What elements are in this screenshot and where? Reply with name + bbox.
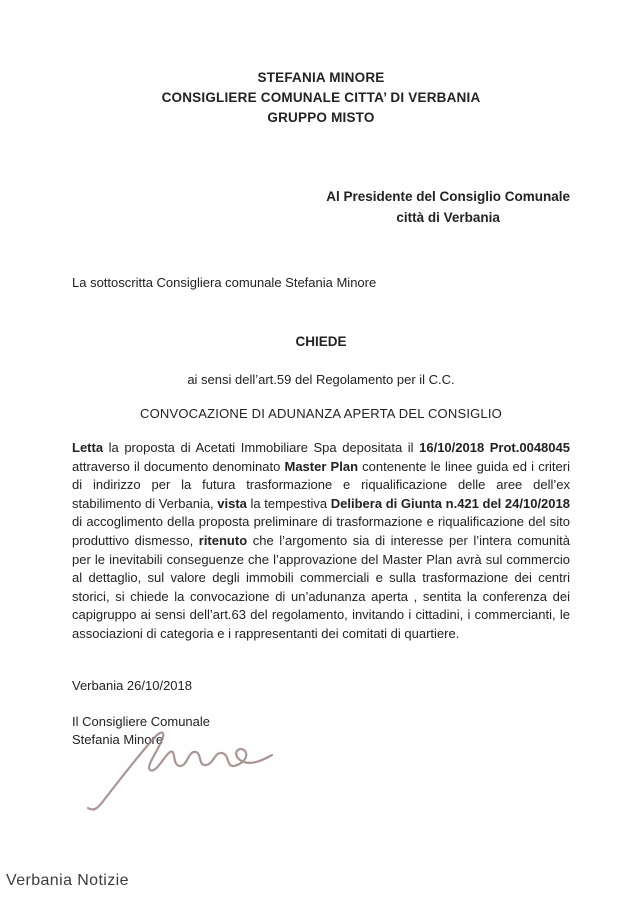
recipient-line-1: Al Presidente del Consiglio Comunale: [326, 189, 570, 204]
recipient-block: [326, 186, 570, 228]
letterhead: [72, 68, 570, 128]
letterhead-group: GRUPPO MISTO: [267, 110, 375, 125]
request-subject: CONVOCAZIONE DI ADUNANZA APERTA DEL CONSIGLIO: [139, 406, 502, 421]
letterhead-name: STEFANIA MINORE: [257, 70, 385, 85]
request-reference: ai sensi dell’art.59 del Regolamento per il C.C.: [187, 372, 455, 387]
signoff-block: [72, 713, 570, 750]
signoff-name: Stefania Minore: [72, 732, 164, 748]
watermark-verbania-notizie: Verbania Notizie: [6, 872, 129, 889]
letter-content: [72, 0, 570, 750]
recipient-block-wrap: [72, 186, 570, 228]
letter-body-paragraph: Letta la proposta di Acetati Immobiliare Spa depositata il 16/10/2018 Prot.0048045 attraverso il documento denominato Master Plan contenente le linee guida ed i criteri di indirizzo per la futura trasformazione e riqualificazione delle aree dell’ex stabilimento di Verbania, vista la tempestiva Delibera di Giunta n.421 del 24/10/2018 di accoglimento della proposta preliminare di trasformazione e riqualificazione del sito produttivo dismesso, ritenuto che l’argomento sia di interesse per l’intera comunità per le inevitabili conseguenze che l’approvazione del Master Plan avrà sul commercio al dettaglio, sul valore degli immobili commerciali e sulla trasformazione dei centri storici, si chiede la convocazione di un’adunanza aperta , sentita la conferenza dei capigruppo ai sensi dell’art.63 del regolamento, invitando i cittadini, i commercianti, le associazioni di categoria e i rappresentanti dei comitati di quartiere.: [72, 440, 570, 641]
letterhead-role: CONSIGLIERE COMUNALE CITTA’ DI VERBANIA: [161, 90, 481, 105]
salutation-line: La sottoscritta Consigliera comunale Stefania Minore: [72, 275, 377, 290]
recipient-line-2: città di Verbania: [396, 210, 500, 225]
dateline: Verbania 26/10/2018: [72, 677, 192, 693]
signoff-role: Il Consigliere Comunale: [72, 713, 211, 729]
request-heading: CHIEDE: [295, 334, 347, 349]
